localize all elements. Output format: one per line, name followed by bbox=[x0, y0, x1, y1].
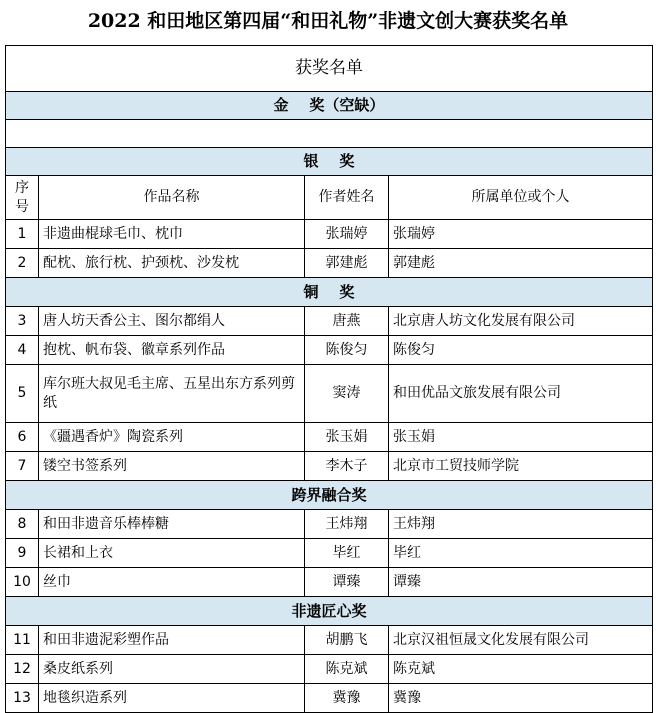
work-name: 桑皮纸系列 bbox=[39, 655, 305, 684]
organization: 北京唐人坊文化发展有限公司 bbox=[389, 307, 653, 336]
award-section-row bbox=[6, 278, 653, 307]
award-section-label: 铜 奖 bbox=[6, 278, 653, 307]
author-name: 冀豫 bbox=[305, 684, 389, 713]
table-row bbox=[6, 220, 653, 249]
table-row bbox=[6, 655, 653, 684]
author-name: 郭建彪 bbox=[305, 249, 389, 278]
author-name: 谭臻 bbox=[305, 568, 389, 597]
row-number: 2 bbox=[6, 249, 39, 278]
row-number: 1 bbox=[6, 220, 39, 249]
author-name: 毕红 bbox=[305, 539, 389, 568]
table-heading-row bbox=[6, 46, 653, 92]
work-name: 唐人坊天香公主、图尔都绢人 bbox=[39, 307, 305, 336]
row-number: 8 bbox=[6, 510, 39, 539]
table-row bbox=[6, 684, 653, 713]
work-name: 和田非遗泥彩塑作品 bbox=[39, 626, 305, 655]
column-header-author: 作者姓名 bbox=[305, 176, 389, 220]
silver-award-row bbox=[6, 148, 653, 176]
row-number: 11 bbox=[6, 626, 39, 655]
row-number: 7 bbox=[6, 452, 39, 481]
work-name: 地毯织造系列 bbox=[39, 684, 305, 713]
table-row bbox=[6, 510, 653, 539]
organization: 郭建彪 bbox=[389, 249, 653, 278]
organization: 毕红 bbox=[389, 539, 653, 568]
organization: 冀豫 bbox=[389, 684, 653, 713]
work-name: 丝巾 bbox=[39, 568, 305, 597]
silver-award-label: 银 奖 bbox=[6, 148, 653, 176]
table-row bbox=[6, 249, 653, 278]
table-heading: 获奖名单 bbox=[6, 46, 653, 92]
column-header-org: 所属单位或个人 bbox=[389, 176, 653, 220]
gold-award-row bbox=[6, 92, 653, 120]
author-name: 陈俊匀 bbox=[305, 336, 389, 365]
award-section-row bbox=[6, 597, 653, 626]
table-row bbox=[6, 307, 653, 336]
row-number: 12 bbox=[6, 655, 39, 684]
award-section-row bbox=[6, 481, 653, 510]
work-name: 配枕、旅行枕、护颈枕、沙发枕 bbox=[39, 249, 305, 278]
work-name: 和田非遗音乐棒棒糖 bbox=[39, 510, 305, 539]
author-name: 窦涛 bbox=[305, 365, 389, 423]
awards-table bbox=[5, 45, 653, 713]
organization: 张瑞婷 bbox=[389, 220, 653, 249]
author-name: 陈克斌 bbox=[305, 655, 389, 684]
table-row bbox=[6, 626, 653, 655]
table-row bbox=[6, 336, 653, 365]
column-header-no: 序号 bbox=[6, 176, 39, 220]
table-row bbox=[6, 539, 653, 568]
gold-award-label: 金 奖（空缺） bbox=[6, 92, 653, 120]
work-name: 抱枕、帆布袋、徽章系列作品 bbox=[39, 336, 305, 365]
award-section-label: 非遗匠心奖 bbox=[6, 597, 653, 626]
table-row bbox=[6, 452, 653, 481]
organization: 张玉娟 bbox=[389, 423, 653, 452]
author-name: 唐燕 bbox=[305, 307, 389, 336]
author-name: 张玉娟 bbox=[305, 423, 389, 452]
row-number: 13 bbox=[6, 684, 39, 713]
gold-empty-row bbox=[6, 120, 653, 148]
work-name: 镂空书签系列 bbox=[39, 452, 305, 481]
row-number: 4 bbox=[6, 336, 39, 365]
column-header-work: 作品名称 bbox=[39, 176, 305, 220]
column-header-row bbox=[6, 176, 653, 220]
work-name: 长裙和上衣 bbox=[39, 539, 305, 568]
table-row bbox=[6, 568, 653, 597]
organization: 王炜翔 bbox=[389, 510, 653, 539]
organization: 北京汉祖恒晟文化发展有限公司 bbox=[389, 626, 653, 655]
row-number: 6 bbox=[6, 423, 39, 452]
organization: 和田优品文旅发展有限公司 bbox=[389, 365, 653, 423]
author-name: 胡鹏飞 bbox=[305, 626, 389, 655]
organization: 陈俊匀 bbox=[389, 336, 653, 365]
work-name: 《疆遇香炉》陶瓷系列 bbox=[39, 423, 305, 452]
row-number: 9 bbox=[6, 539, 39, 568]
table-row bbox=[6, 365, 653, 423]
row-number: 5 bbox=[6, 365, 39, 423]
organization: 谭臻 bbox=[389, 568, 653, 597]
organization: 陈克斌 bbox=[389, 655, 653, 684]
empty-cell bbox=[6, 120, 653, 148]
page-title: 2022 和田地区第四届“和田礼物”非遗文创大赛获奖名单 bbox=[87, 10, 569, 32]
organization: 北京市工贸技师学院 bbox=[389, 452, 653, 481]
author-name: 王炜翔 bbox=[305, 510, 389, 539]
table-row bbox=[6, 423, 653, 452]
work-name: 库尔班大叔见毛主席、五星出东方系列剪纸 bbox=[39, 365, 305, 423]
award-section-label: 跨界融合奖 bbox=[6, 481, 653, 510]
row-number: 3 bbox=[6, 307, 39, 336]
work-name: 非遗曲棍球毛巾、枕巾 bbox=[39, 220, 305, 249]
author-name: 张瑞婷 bbox=[305, 220, 389, 249]
author-name: 李木子 bbox=[305, 452, 389, 481]
row-number: 10 bbox=[6, 568, 39, 597]
